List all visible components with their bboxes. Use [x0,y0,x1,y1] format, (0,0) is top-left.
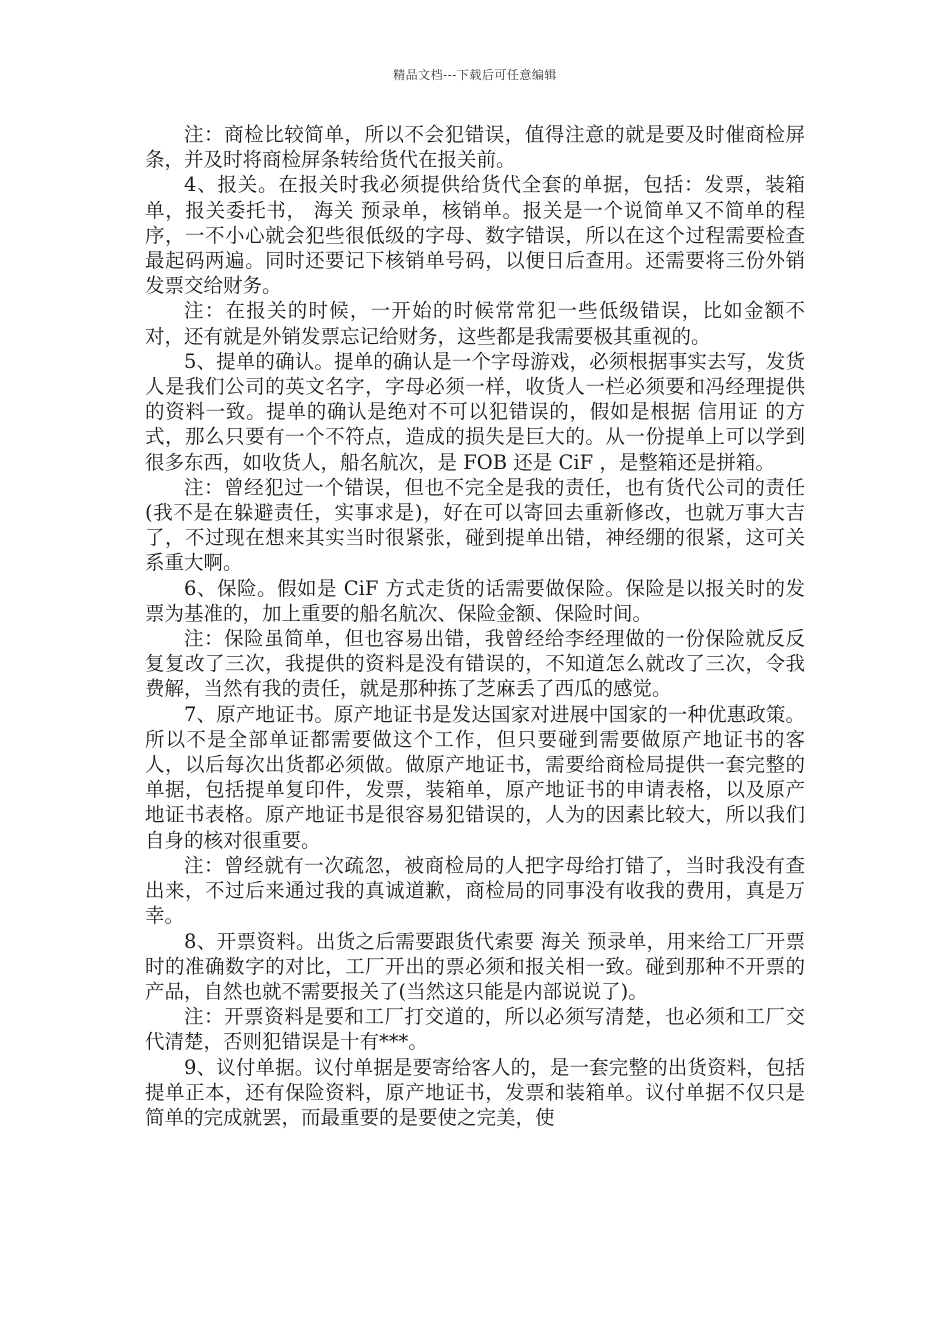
page-header: 精品文档---下载后可任意编辑 [393,68,557,82]
paragraph-insurance-note: 注：保险虽简单，但也容易出错，我曾经给李经理做的一份保险就反反复复改了三次，我提供的资料是没有错误的，不知道怎么就改了三次，令我费解，当然有我的责任，就是那种拣了芝麻丢了西瓜的感觉。 [145,627,805,701]
document-body [145,122,805,1130]
paragraph-insurance: 6、保险。假如是 CiF 方式走货的话需要做保险。保险是以报关时的发票为基准的，加上重要的船名航次、保险金额、保险时间。 [145,576,805,625]
paragraph-customs-declaration-note: 注：在报关的时候，一开始的时候常常犯一些低级错误，比如金额不对，还有就是外销发票忘记给财务，这些都是我需要极其重视的。 [145,299,805,348]
paragraph-negotiation-documents: 9、议付单据。议付单据是要寄给客人的，是一套完整的出货资料，包括提单正本，还有保险资料，原产地证书，发票和装箱单。议付单据不仅只是简单的完成就罢，而最重要的是要使之完美，使 [145,1055,805,1129]
paragraph-commodity-inspection-note: 注：商检比较简单，所以不会犯错误，值得注意的就是要及时催商检屏条，并及时将商检屏条转给货代在报关前。 [145,123,805,172]
paragraph-invoicing-documents: 8、开票资料。出货之后需要跟货代索要 海关 预录单，用来给工厂开票时的准确数字的对比，工厂开出的票必须和报关相一致。碰到那种不开票的产品，自然也就不需要报关了(当然这只能是内部说说了)。 [145,929,805,1003]
paragraph-bill-of-lading: 5、提单的确认。提单的确认是一个字母游戏，必须根据事实去写，发货人是我们公司的英文名字，字母必须一样，收货人一栏必须要和冯经理提供的资料一致。提单的确认是绝对不可以犯错误的，假如是根据 信用证 的方式，那么只要有一个不符点，造成的损失是巨大的。从一份提单上可以学到很多东西，如收货人，船名航次，是 FOB 还是 CiF ，是整箱还是拼箱。 [145,349,805,474]
paragraph-certificate-of-origin: 7、原产地证书。原产地证书是发达国家对进展中国家的一种优惠政策。所以不是全部单证都需要做这个工作，但只要碰到需要做原产地证书的客人，以后每次出货都必须做。做原产地证书，需要给商检局提供一套完整的单据，包括提单复印件，发票，装箱单，原产地证书的申请表格，以及原产地证书表格。原产地证书是很容易犯错误的，人为的因素比较大，所以我们自身的核对很重要。 [145,702,805,852]
paragraph-customs-declaration: 4、报关。在报关时我必须提供给货代全套的单据，包括：发票，装箱单，报关委托书， 海关 预录单，核销单。报关是一个说简单又不简单的程序，一不小心就会犯些很低级的字母、数字错误，所以在这个过程需要检查最起码两遍。同时还要记下核销单号码，以便日后查用。还需要将三份外销发票交给财务。 [145,173,805,298]
paragraph-bill-of-lading-note: 注：曾经犯过一个错误，但也不完全是我的责任，也有货代公司的责任(我不是在躲避责任，实事求是)，好在可以寄回去重新修改，也就万事大吉了，不过现在想来其实当时很紧张，碰到提单出错，神经绷的很紧，这可关系重大啊。 [145,475,805,575]
paragraph-certificate-of-origin-note: 注：曾经就有一次疏忽，被商检局的人把字母给打错了，当时我没有查出来，不过后来通过我的真诚道歉，商检局的同事没有收我的费用，真是万幸。 [145,853,805,928]
paragraph-invoicing-documents-note: 注：开票资料是要和工厂打交道的，所以必须写清楚，也必须和工厂交代清楚，否则犯错误是十有***。 [145,1005,805,1054]
